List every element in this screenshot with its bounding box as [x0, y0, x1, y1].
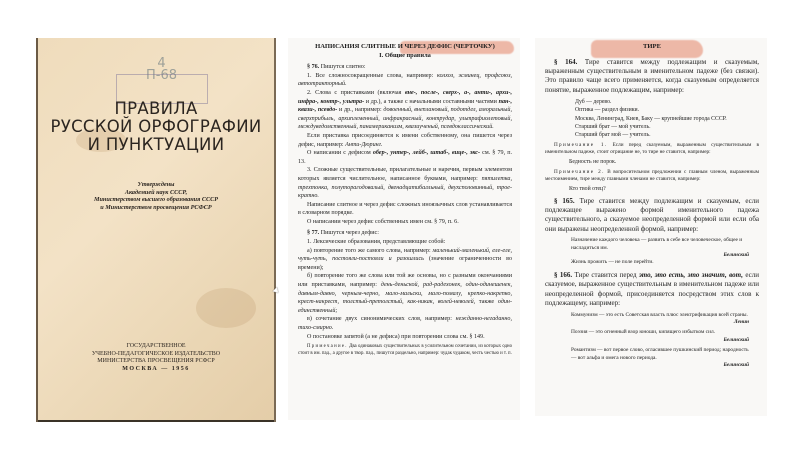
- note-164-1: Примечание 1. Если перед сказуемым, выраженным существительным в именительном падеже, стоит отрицание не, то тире не ставится, например:: [545, 142, 759, 156]
- book-cover-page: [36, 38, 276, 422]
- rule-77-comma-ref: О постановке запятой (а не дефиса) при повторении слова см. § 149.: [307, 333, 485, 340]
- note-164-2: Примечание 2. В вопросительном предложении с главным членом, выраженным местоимением, тире между главными членами не ставится, например:: [545, 169, 759, 183]
- publisher-info: ГОСУДАРСТВЕННОЕ УЧЕБНО-ПЕДАГОГИЧЕСКОЕ ИЗДАТЕЛЬСТВО МИНИСТЕРСТВА ПРОСВЕЩЕНИЯ РСФСР МОСКВА — 1956: [91, 343, 221, 372]
- hyphenation-rules-page: [288, 38, 520, 420]
- rule-77-1a: а) повторение того же самого слова, например: маленький-маленький, еле-еле, чуть-чуть, постояли-постояли и разошлись (значение ограниченности во времени);: [298, 247, 512, 271]
- note-77: Примечание. Два одинаковых существительных в усилительном сочетании, из которых одно стоит в им. пад., а другое в твор. пад., пишутся раздельно, например: чудак чудаком, честь честью и т. п.: [298, 344, 512, 356]
- example-note-2: Кто твой отец?: [569, 186, 606, 193]
- cover-title: ПРАВИЛА РУССКОЙ ОРФОГРАФИИ И ПУНКТУАЦИИ: [50, 99, 262, 154]
- paragraph-165: § 165. Тире ставится между подлежащим и сказуемым, если подлежащее выражено формой именительного падежа существительного, а сказуемое неопределенной формой или если оба они выражены неопределенной формой, например:: [545, 196, 759, 233]
- examples-164: Дуб — дерево. Оптика — раздел физики. Москва, Ленинград, Киев, Баку — крупнейшие города СССР. Старший брат — мой учитель. Старший брат мой — учитель.: [575, 99, 727, 139]
- paragraph-166: § 166. Тире ставится перед это, это есть, это значит, вот, если сказуемое, выраженное существительным в именительном падеже или неопределенной формой, присоединяется посредством этих слов к подлежащему, например:: [545, 270, 759, 308]
- quote-author: Белинский: [723, 252, 749, 259]
- quote-165-2: Жизнь прожить — не поле перейти.: [571, 259, 654, 266]
- paragraph-76: § 76. Пишутся слитно:: [307, 64, 366, 71]
- mouse-cursor-icon: [273, 287, 281, 295]
- approval-note: Утверждены Академией наук СССР, Министерством высшего образования СССР и Министерством просвещения РСФСР: [93, 181, 219, 211]
- section-title: НАПИСАНИЯ СЛИТНЫЕ И ЧЕРЕЗ ДЕФИС (ЧЕРТОЧКУ): [315, 43, 495, 50]
- stain: [196, 288, 256, 328]
- section-title: ТИРЕ: [643, 43, 661, 50]
- quote-165-1: Назначение каждого человека — развить в себе все человеческое, общее и насладиться им.: [571, 237, 743, 251]
- section-subtitle: I. Общие правила: [379, 51, 431, 59]
- paragraph-77: § 77. Пишутся через дефис:: [307, 230, 379, 237]
- paragraph-164: § 164. Тире ставится между подлежащим и сказуемым, выраженным существительным в именительном падеже (без связки). Это правило чаще всего применяется, когда сказуемым определяется понятие, выраженное подлежащим, например:: [545, 57, 760, 94]
- quote-author: Белинский: [723, 361, 749, 368]
- rule-76-names-ref: О написании через дефис собственных имен см. § 79, п. 6.: [307, 218, 459, 225]
- dash-rules-page: [535, 38, 767, 416]
- quote-author: Ленин: [733, 318, 749, 325]
- rule-76-foreign: Написание слитное и через дефис сложных иноязычных слов устанавливается в словарном порядке.: [298, 201, 512, 217]
- rule-77-1: 1. Лексические образования, представляющие собой:: [307, 239, 446, 246]
- rule-76-2: 2. Слова с приставками (включая вне-, после-, сверх-, а-, анти-, архи-, инфра-, контр-, ультра- и др.), а также с начальными составными частями пан-, квази-, псевдо- и др., например: довоенный, внеплановый, подотдел, аморальный, сверхприбыль, архиплеменный, инфракрасный, контрудар, ультрафиолетовый, междуведомственный, панамериканизм, квазиученый, псевдоклассический.: [298, 89, 512, 131]
- rule-76-3: 3. Сложные существительные, прилагательные и наречия, первым элементом которых является числительное, написанное буквами, например: пятилетка, трехтонка, полуторагодовалый, двенадцатибалльный, двухсполовинный, троекратно.: [298, 167, 512, 200]
- quote-166-2: Поэзия — это огненный взор юноши, кипящего избытком сил.: [571, 329, 715, 336]
- rule-76-prefixes-ref: О написании с дефисом обер-, унтер-, лейб-, штаб-, вице-, экс- см. § 79, п. 13.: [298, 150, 512, 165]
- rule-76-proper-names: Если приставка присоединяется к имени собственному, она пишется через дефис, например: Анти-Дюринг.: [298, 132, 512, 148]
- rule-76-1: 1. Все сложносокращенные слова, например: колхоз, эсминец, профсоюз, автотракторный.: [298, 72, 512, 88]
- rule-77-1b: б) повторение того же слова или той же основы, но с разными окончаниями или приставками, например: день-деньской, рад-радехонек, один-одинешенек, давным-давно, черным-черно, мало-мальски, мало-помалу, крепко-накрепко, крест-накрест, толстый-претолстый, как-никак, волей-неволей, также один-единственный;: [298, 273, 512, 314]
- quote-author: Белинский: [723, 336, 749, 343]
- example-note-1: Бедность не порок.: [569, 159, 617, 166]
- quote-166-1: Коммунизм — это есть Советская власть плюс электрификация всей страны.: [571, 311, 748, 318]
- quote-166-3: Романтизм — вот первое слово, огласившее пушкинский период; народность — вот альфа и омега нового периода.: [571, 347, 749, 361]
- rule-77-1c: в) сочетание двух синонимических слов, например: нежданно-негаданно, тихо-смирно.: [298, 316, 512, 331]
- shelf-mark: 4 П-68: [146, 56, 178, 83]
